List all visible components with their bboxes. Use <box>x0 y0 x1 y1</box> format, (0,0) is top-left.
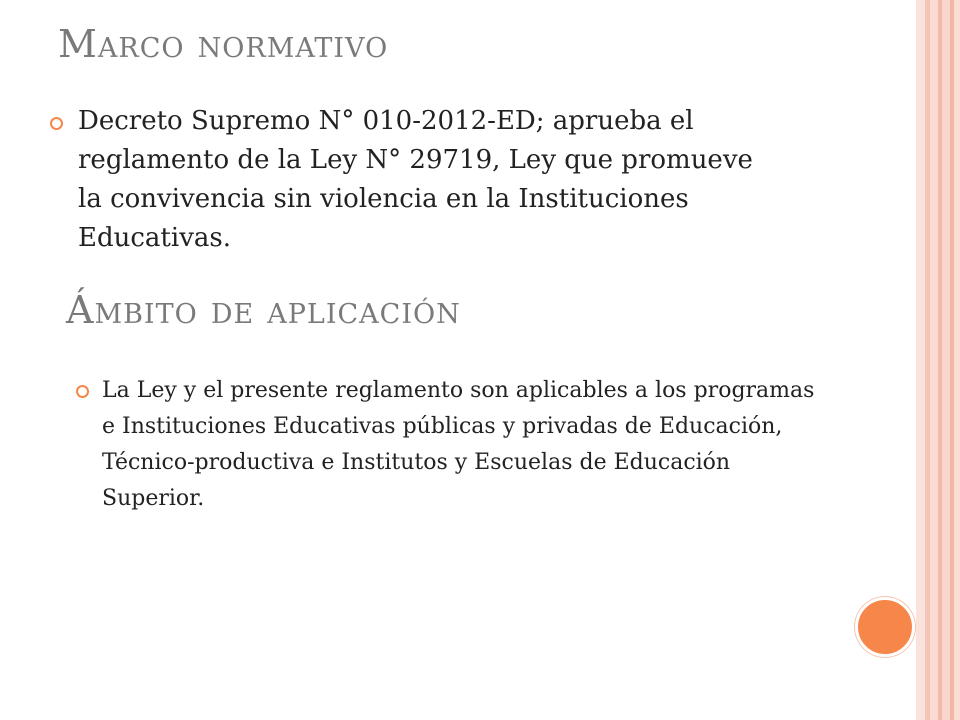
circle-bullet-icon <box>76 385 89 398</box>
circle-bullet-icon <box>50 117 63 130</box>
bullet-text-decreto: Decreto Supremo N° 010-2012-ED; aprueba el reglamento de la Ley N° 29719, Ley que promueve la convivencia sin violencia en la Instituciones Educativas. <box>78 106 753 253</box>
decorative-stripe <box>954 0 960 720</box>
heading-ambito-de-aplicacion: Ámbito de aplicación <box>66 288 461 332</box>
heading-marco-normativo: Marco normativo <box>58 22 389 66</box>
orange-circle-decoration-icon <box>855 597 915 657</box>
bullet-text-ambito: La Ley y el presente reglamento son aplicables a los programas e Instituciones Educativas públicas y privadas de Educación, Técnico-productiva e Institutos y Escuelas de Educación Superior. <box>102 378 815 511</box>
decorative-stripe <box>930 0 938 720</box>
decorative-stripe <box>916 0 925 720</box>
decorative-stripe <box>942 0 950 720</box>
